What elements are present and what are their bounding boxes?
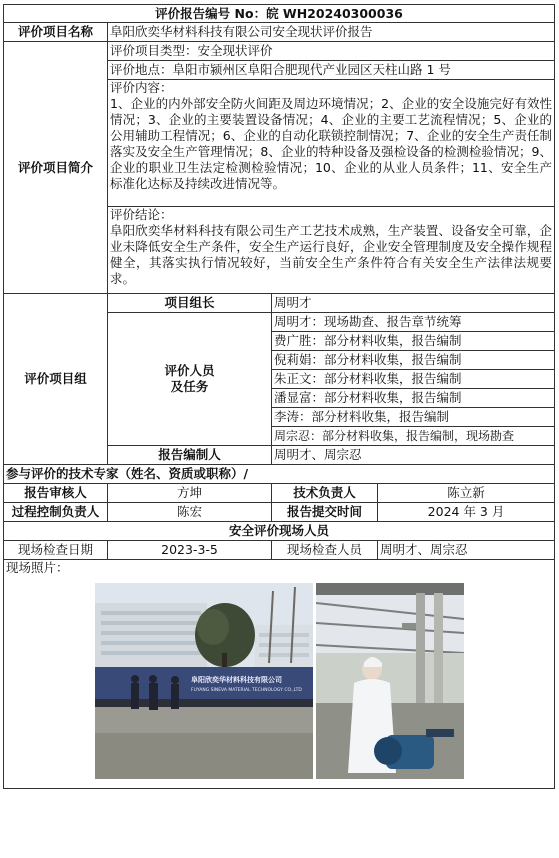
reviewer-name: 方坤 <box>108 484 272 503</box>
submit-time: 2024 年 3 月 <box>378 503 555 522</box>
reviewer-label: 报告审核人 <box>4 484 108 503</box>
experts-row: 参与评价的技术专家（姓名、资质或职称）/ <box>4 465 555 484</box>
report-number: 评价报告编号 No：皖 WH20240300036 <box>4 5 555 23</box>
member-row: 周宗忍：部分材料收集，报告编制，现场勘查 <box>272 427 555 446</box>
photo-sign-text-en: FUYANG SINEVA MATERIAL TECHNOLOGY CO.,LTD <box>191 688 302 693</box>
content-title: 评价内容： <box>110 80 173 95</box>
evaluation-location: 评价地点：阜阳市颍州区阜阳合肥现代产业园区天柱山路 1 号 <box>108 61 555 80</box>
project-type: 评价项目类型：安全现状评价 <box>108 42 555 61</box>
member-row: 周明才：现场勘查、报告章节统筹 <box>272 313 555 332</box>
submit-time-label: 报告提交时间 <box>272 503 378 522</box>
tech-lead-label: 技术负责人 <box>272 484 378 503</box>
site-photos-label: 现场照片： <box>6 560 69 575</box>
site-photo-equipment <box>316 583 464 779</box>
inspectors: 周明才、周宗忍 <box>378 541 555 560</box>
compiler-names: 周明才、周宗忍 <box>272 446 555 465</box>
member-row: 倪莉娟：部分材料收集，报告编制 <box>272 351 555 370</box>
member-row: 费广胜：部分材料收集，报告编制 <box>272 332 555 351</box>
check-date-label: 现场检查日期 <box>4 541 108 560</box>
report-table <box>3 4 555 789</box>
member-row: 朱正文：部分材料收集，报告编制 <box>272 370 555 389</box>
member-row: 李涛：部分材料收集，报告编制 <box>272 408 555 427</box>
leader-label: 项目组长 <box>108 294 272 313</box>
evaluation-conclusion <box>108 207 555 294</box>
summary-label: 评价项目简介 <box>4 42 108 294</box>
control-lead-name: 陈宏 <box>108 503 272 522</box>
inspectors-label: 现场检查人员 <box>272 541 378 560</box>
member-row: 潘显富：部分材料收集，报告编制 <box>272 389 555 408</box>
site-photo-entrance <box>95 583 313 779</box>
equipment-photo-graphic <box>316 583 464 779</box>
photo-sign-text: 阜阳欣奕华材料科技有限公司 <box>191 676 282 684</box>
members-label <box>108 313 272 446</box>
members-label-line2: 及任务 <box>170 379 209 394</box>
members-label-line1: 评价人员 <box>164 363 215 378</box>
onsite-title: 安全评价现场人员 <box>4 522 555 541</box>
leader-name: 周明才 <box>272 294 555 313</box>
tech-lead-name: 陈立新 <box>378 484 555 503</box>
conclusion-body: 阜阳欣奕华材料科技有限公司生产工艺技术成熟，生产装置、设备安全可靠，企业未降低安全生产条件，安全生产运行良好，企业安全管理制度及安全操作规程健全，其落实执行情况较好，当前安全生产条件符合有关安全生产法律法规要求。 <box>110 223 553 286</box>
check-date: 2023-3-5 <box>108 541 272 560</box>
evaluation-content <box>108 80 555 207</box>
content-body: 1、企业的内外部安全防火间距及周边环境情况；2、企业的安全设施完好有效性情况；3、企业的主要装置设备情况；4、企业的主要工艺流程情况；5、企业的公用辅助工程情况；6、企业的自动化联锁控制情况；7、企业的安全生产责任制落实及安全生产管理情况；8、企业的特种设备及强检设备的检测检验情况；9、企业的职业卫生法定检测检验情况；10、企业的从业人员条件；11、安全生产标准化达标及持续改进情况等。 <box>110 96 553 191</box>
team-label: 评价项目组 <box>4 294 108 465</box>
control-lead-label: 过程控制负责人 <box>4 503 108 522</box>
compiler-label: 报告编制人 <box>108 446 272 465</box>
site-photos-cell <box>4 560 555 789</box>
conclusion-title: 评价结论： <box>110 207 173 222</box>
project-name: 阜阳欣奕华材料科技有限公司安全现状评价报告 <box>108 23 555 42</box>
project-name-label: 评价项目名称 <box>4 23 108 42</box>
